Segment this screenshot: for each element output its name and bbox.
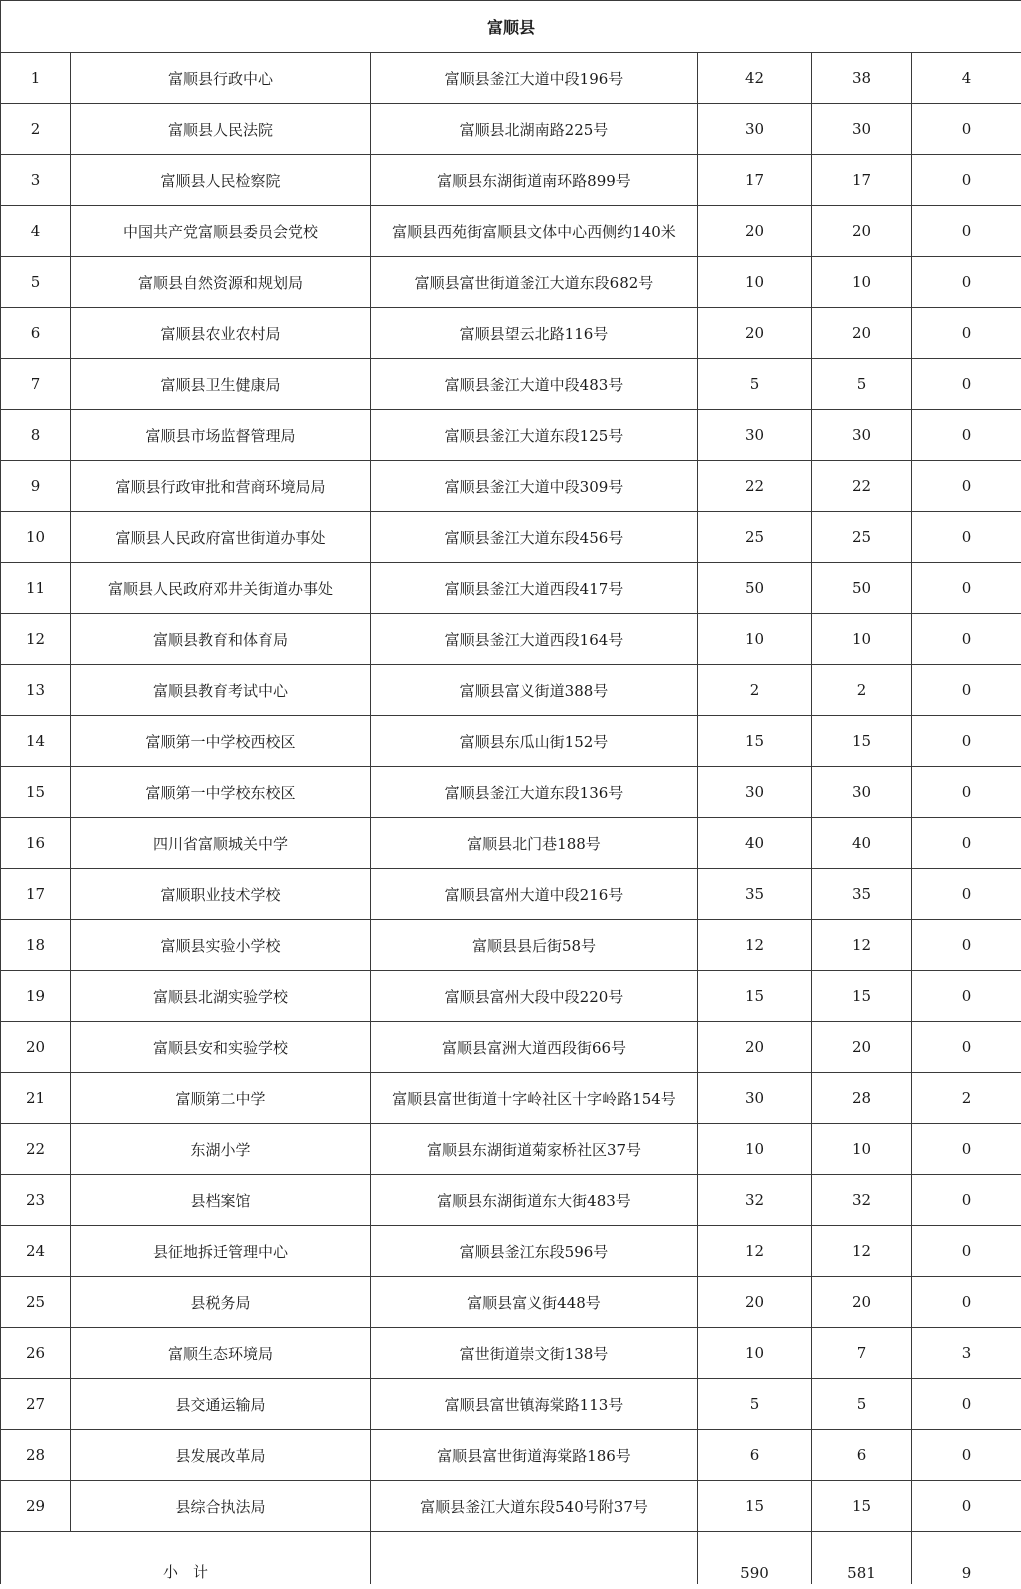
value-remaining: 0 [912, 1379, 1021, 1430]
unit-address: 富顺县县后街58号 [371, 920, 698, 971]
table-row [1, 512, 1021, 563]
value-used: 30 [812, 410, 912, 461]
value-total: 15 [698, 716, 812, 767]
row-number: 14 [1, 716, 71, 767]
unit-name: 富顺第二中学 [71, 1073, 371, 1124]
value-remaining: 0 [912, 614, 1021, 665]
value-used: 28 [812, 1073, 912, 1124]
unit-address: 富顺县釜江大道东段125号 [371, 410, 698, 461]
unit-name: 富顺县安和实验学校 [71, 1022, 371, 1073]
row-number: 5 [1, 257, 71, 308]
value-total: 25 [698, 512, 812, 563]
unit-address: 富顺县富世街道海棠路186号 [371, 1430, 698, 1481]
unit-name: 富顺县卫生健康局 [71, 359, 371, 410]
unit-name: 四川省富顺城关中学 [71, 818, 371, 869]
unit-address: 富顺县釜江大道东段456号 [371, 512, 698, 563]
table-row [1, 155, 1021, 206]
row-number: 13 [1, 665, 71, 716]
row-number: 11 [1, 563, 71, 614]
value-total: 20 [698, 1022, 812, 1073]
value-used: 15 [812, 971, 912, 1022]
unit-name: 富顺县自然资源和规划局 [71, 257, 371, 308]
title-row [1, 1, 1021, 53]
value-used: 40 [812, 818, 912, 869]
subtotal-used: 581 [812, 1532, 912, 1585]
table-row [1, 206, 1021, 257]
table-title: 富顺县 [1, 1, 1021, 53]
table-row [1, 104, 1021, 155]
row-number: 10 [1, 512, 71, 563]
value-remaining: 0 [912, 410, 1021, 461]
value-used: 30 [812, 104, 912, 155]
unit-address: 富顺县釜江大道东段540号附37号 [371, 1481, 698, 1532]
value-used: 15 [812, 1481, 912, 1532]
row-number: 2 [1, 104, 71, 155]
value-remaining: 0 [912, 1430, 1021, 1481]
value-remaining: 0 [912, 359, 1021, 410]
table-row [1, 971, 1021, 1022]
value-used: 20 [812, 308, 912, 359]
subtotal-row [1, 1532, 1021, 1585]
unit-address: 富顺县釜江大道东段136号 [371, 767, 698, 818]
unit-name: 东湖小学 [71, 1124, 371, 1175]
value-total: 10 [698, 257, 812, 308]
value-used: 10 [812, 614, 912, 665]
value-remaining: 0 [912, 461, 1021, 512]
unit-name: 中国共产党富顺县委员会党校 [71, 206, 371, 257]
value-total: 30 [698, 104, 812, 155]
unit-address: 富顺县釜江大道中段196号 [371, 53, 698, 104]
unit-name: 县发展改革局 [71, 1430, 371, 1481]
value-total: 12 [698, 1226, 812, 1277]
value-used: 2 [812, 665, 912, 716]
table-row [1, 257, 1021, 308]
row-number: 25 [1, 1277, 71, 1328]
row-number: 29 [1, 1481, 71, 1532]
unit-name: 富顺县人民检察院 [71, 155, 371, 206]
value-remaining: 0 [912, 818, 1021, 869]
unit-address: 富顺县富义街448号 [371, 1277, 698, 1328]
row-number: 9 [1, 461, 71, 512]
value-remaining: 0 [912, 257, 1021, 308]
unit-name: 富顺第一中学校东校区 [71, 767, 371, 818]
value-remaining: 0 [912, 206, 1021, 257]
value-used: 5 [812, 1379, 912, 1430]
unit-name: 富顺县教育和体育局 [71, 614, 371, 665]
unit-address: 富顺县富义街道388号 [371, 665, 698, 716]
unit-name: 富顺生态环境局 [71, 1328, 371, 1379]
table-row [1, 1481, 1021, 1532]
unit-address: 富顺县北门巷188号 [371, 818, 698, 869]
unit-address: 富顺县富州大道中段216号 [371, 869, 698, 920]
table-row [1, 1073, 1021, 1124]
unit-name: 县综合执法局 [71, 1481, 371, 1532]
value-used: 20 [812, 206, 912, 257]
row-number: 17 [1, 869, 71, 920]
row-number: 22 [1, 1124, 71, 1175]
unit-address: 富顺县富州大段中段220号 [371, 971, 698, 1022]
unit-address: 富顺县釜江东段596号 [371, 1226, 698, 1277]
value-remaining: 0 [912, 1175, 1021, 1226]
row-number: 15 [1, 767, 71, 818]
table-row [1, 1124, 1021, 1175]
row-number: 27 [1, 1379, 71, 1430]
value-used: 12 [812, 1226, 912, 1277]
value-remaining: 0 [912, 920, 1021, 971]
value-total: 42 [698, 53, 812, 104]
value-used: 10 [812, 1124, 912, 1175]
row-number: 8 [1, 410, 71, 461]
unit-address: 富顺县釜江大道中段309号 [371, 461, 698, 512]
value-used: 32 [812, 1175, 912, 1226]
value-total: 6 [698, 1430, 812, 1481]
table-row [1, 1430, 1021, 1481]
value-used: 20 [812, 1277, 912, 1328]
unit-address: 富顺县富世镇海棠路113号 [371, 1379, 698, 1430]
value-total: 20 [698, 1277, 812, 1328]
row-number: 4 [1, 206, 71, 257]
value-used: 17 [812, 155, 912, 206]
row-number: 6 [1, 308, 71, 359]
unit-address: 富顺县富世街道十字岭社区十字岭路154号 [371, 1073, 698, 1124]
table-row [1, 308, 1021, 359]
value-remaining: 0 [912, 971, 1021, 1022]
value-used: 10 [812, 257, 912, 308]
value-used: 5 [812, 359, 912, 410]
table-row [1, 461, 1021, 512]
value-used: 15 [812, 716, 912, 767]
value-remaining: 0 [912, 869, 1021, 920]
unit-name: 富顺县人民政府富世街道办事处 [71, 512, 371, 563]
row-number: 16 [1, 818, 71, 869]
value-total: 15 [698, 1481, 812, 1532]
unit-name: 县征地拆迁管理中心 [71, 1226, 371, 1277]
unit-address: 富顺县釜江大道西段417号 [371, 563, 698, 614]
row-number: 7 [1, 359, 71, 410]
value-used: 12 [812, 920, 912, 971]
unit-address: 富顺县东瓜山街152号 [371, 716, 698, 767]
value-total: 17 [698, 155, 812, 206]
unit-address: 富顺县富世街道釜江大道东段682号 [371, 257, 698, 308]
table-row [1, 1379, 1021, 1430]
value-used: 20 [812, 1022, 912, 1073]
table-row [1, 563, 1021, 614]
value-total: 30 [698, 1073, 812, 1124]
table-row [1, 818, 1021, 869]
row-number: 20 [1, 1022, 71, 1073]
value-total: 40 [698, 818, 812, 869]
row-number: 18 [1, 920, 71, 971]
unit-address: 富顺县釜江大道西段164号 [371, 614, 698, 665]
row-number: 23 [1, 1175, 71, 1226]
value-remaining: 0 [912, 1226, 1021, 1277]
table-row [1, 1328, 1021, 1379]
value-total: 10 [698, 1328, 812, 1379]
row-number: 21 [1, 1073, 71, 1124]
value-remaining: 3 [912, 1328, 1021, 1379]
row-number: 26 [1, 1328, 71, 1379]
unit-name: 富顺县教育考试中心 [71, 665, 371, 716]
unit-address: 富世街道崇文街138号 [371, 1328, 698, 1379]
value-total: 50 [698, 563, 812, 614]
value-total: 2 [698, 665, 812, 716]
table-body [1, 1, 1021, 1585]
unit-address: 富顺县富洲大道西段街66号 [371, 1022, 698, 1073]
row-number: 12 [1, 614, 71, 665]
table-row [1, 716, 1021, 767]
subtotal-total: 590 [698, 1532, 812, 1585]
value-remaining: 0 [912, 665, 1021, 716]
value-total: 5 [698, 1379, 812, 1430]
table-row [1, 1022, 1021, 1073]
value-remaining: 0 [912, 1022, 1021, 1073]
value-remaining: 0 [912, 563, 1021, 614]
unit-name: 富顺县市场监督管理局 [71, 410, 371, 461]
value-used: 6 [812, 1430, 912, 1481]
unit-name: 富顺职业技术学校 [71, 869, 371, 920]
subtotal-empty-cell [371, 1532, 698, 1585]
value-remaining: 2 [912, 1073, 1021, 1124]
value-total: 30 [698, 767, 812, 818]
table-row [1, 410, 1021, 461]
value-remaining: 4 [912, 53, 1021, 104]
table-row [1, 359, 1021, 410]
value-used: 7 [812, 1328, 912, 1379]
subtotal-label: 小 计 [1, 1532, 371, 1585]
value-used: 38 [812, 53, 912, 104]
subtotal-remaining: 9 [912, 1532, 1021, 1585]
table-row [1, 869, 1021, 920]
row-number: 28 [1, 1430, 71, 1481]
value-used: 50 [812, 563, 912, 614]
value-total: 22 [698, 461, 812, 512]
table-row [1, 614, 1021, 665]
value-total: 20 [698, 206, 812, 257]
unit-name: 富顺县实验小学校 [71, 920, 371, 971]
unit-name: 富顺第一中学校西校区 [71, 716, 371, 767]
value-remaining: 0 [912, 308, 1021, 359]
value-total: 30 [698, 410, 812, 461]
value-remaining: 0 [912, 1481, 1021, 1532]
unit-name: 县税务局 [71, 1277, 371, 1328]
unit-name: 县档案馆 [71, 1175, 371, 1226]
table-row [1, 767, 1021, 818]
value-used: 25 [812, 512, 912, 563]
table-row [1, 1175, 1021, 1226]
table-row [1, 1277, 1021, 1328]
value-total: 15 [698, 971, 812, 1022]
value-total: 20 [698, 308, 812, 359]
unit-name: 富顺县行政中心 [71, 53, 371, 104]
value-remaining: 0 [912, 767, 1021, 818]
value-total: 10 [698, 614, 812, 665]
unit-address: 富顺县东湖街道东大街483号 [371, 1175, 698, 1226]
unit-name: 富顺县人民政府邓井关街道办事处 [71, 563, 371, 614]
table-row [1, 53, 1021, 104]
unit-address: 富顺县东湖街道南环路899号 [371, 155, 698, 206]
table-row [1, 1226, 1021, 1277]
value-used: 22 [812, 461, 912, 512]
unit-name: 富顺县行政审批和营商环境局局 [71, 461, 371, 512]
value-used: 30 [812, 767, 912, 818]
unit-address: 富顺县东湖街道菊家桥社区37号 [371, 1124, 698, 1175]
unit-name: 富顺县农业农村局 [71, 308, 371, 359]
value-remaining: 0 [912, 155, 1021, 206]
row-number: 24 [1, 1226, 71, 1277]
unit-name: 富顺县人民法院 [71, 104, 371, 155]
value-remaining: 0 [912, 1124, 1021, 1175]
value-total: 12 [698, 920, 812, 971]
unit-address: 富顺县望云北路116号 [371, 308, 698, 359]
row-number: 3 [1, 155, 71, 206]
row-number: 1 [1, 53, 71, 104]
value-total: 35 [698, 869, 812, 920]
value-used: 35 [812, 869, 912, 920]
unit-address: 富顺县北湖南路225号 [371, 104, 698, 155]
unit-address: 富顺县釜江大道中段483号 [371, 359, 698, 410]
table-row [1, 920, 1021, 971]
unit-name: 县交通运输局 [71, 1379, 371, 1430]
value-total: 32 [698, 1175, 812, 1226]
value-total: 10 [698, 1124, 812, 1175]
row-number: 19 [1, 971, 71, 1022]
value-remaining: 0 [912, 104, 1021, 155]
value-remaining: 0 [912, 716, 1021, 767]
unit-address: 富顺县西苑街富顺县文体中心西侧约140米 [371, 206, 698, 257]
value-remaining: 0 [912, 512, 1021, 563]
value-total: 5 [698, 359, 812, 410]
table-row [1, 665, 1021, 716]
unit-name: 富顺县北湖实验学校 [71, 971, 371, 1022]
value-remaining: 0 [912, 1277, 1021, 1328]
